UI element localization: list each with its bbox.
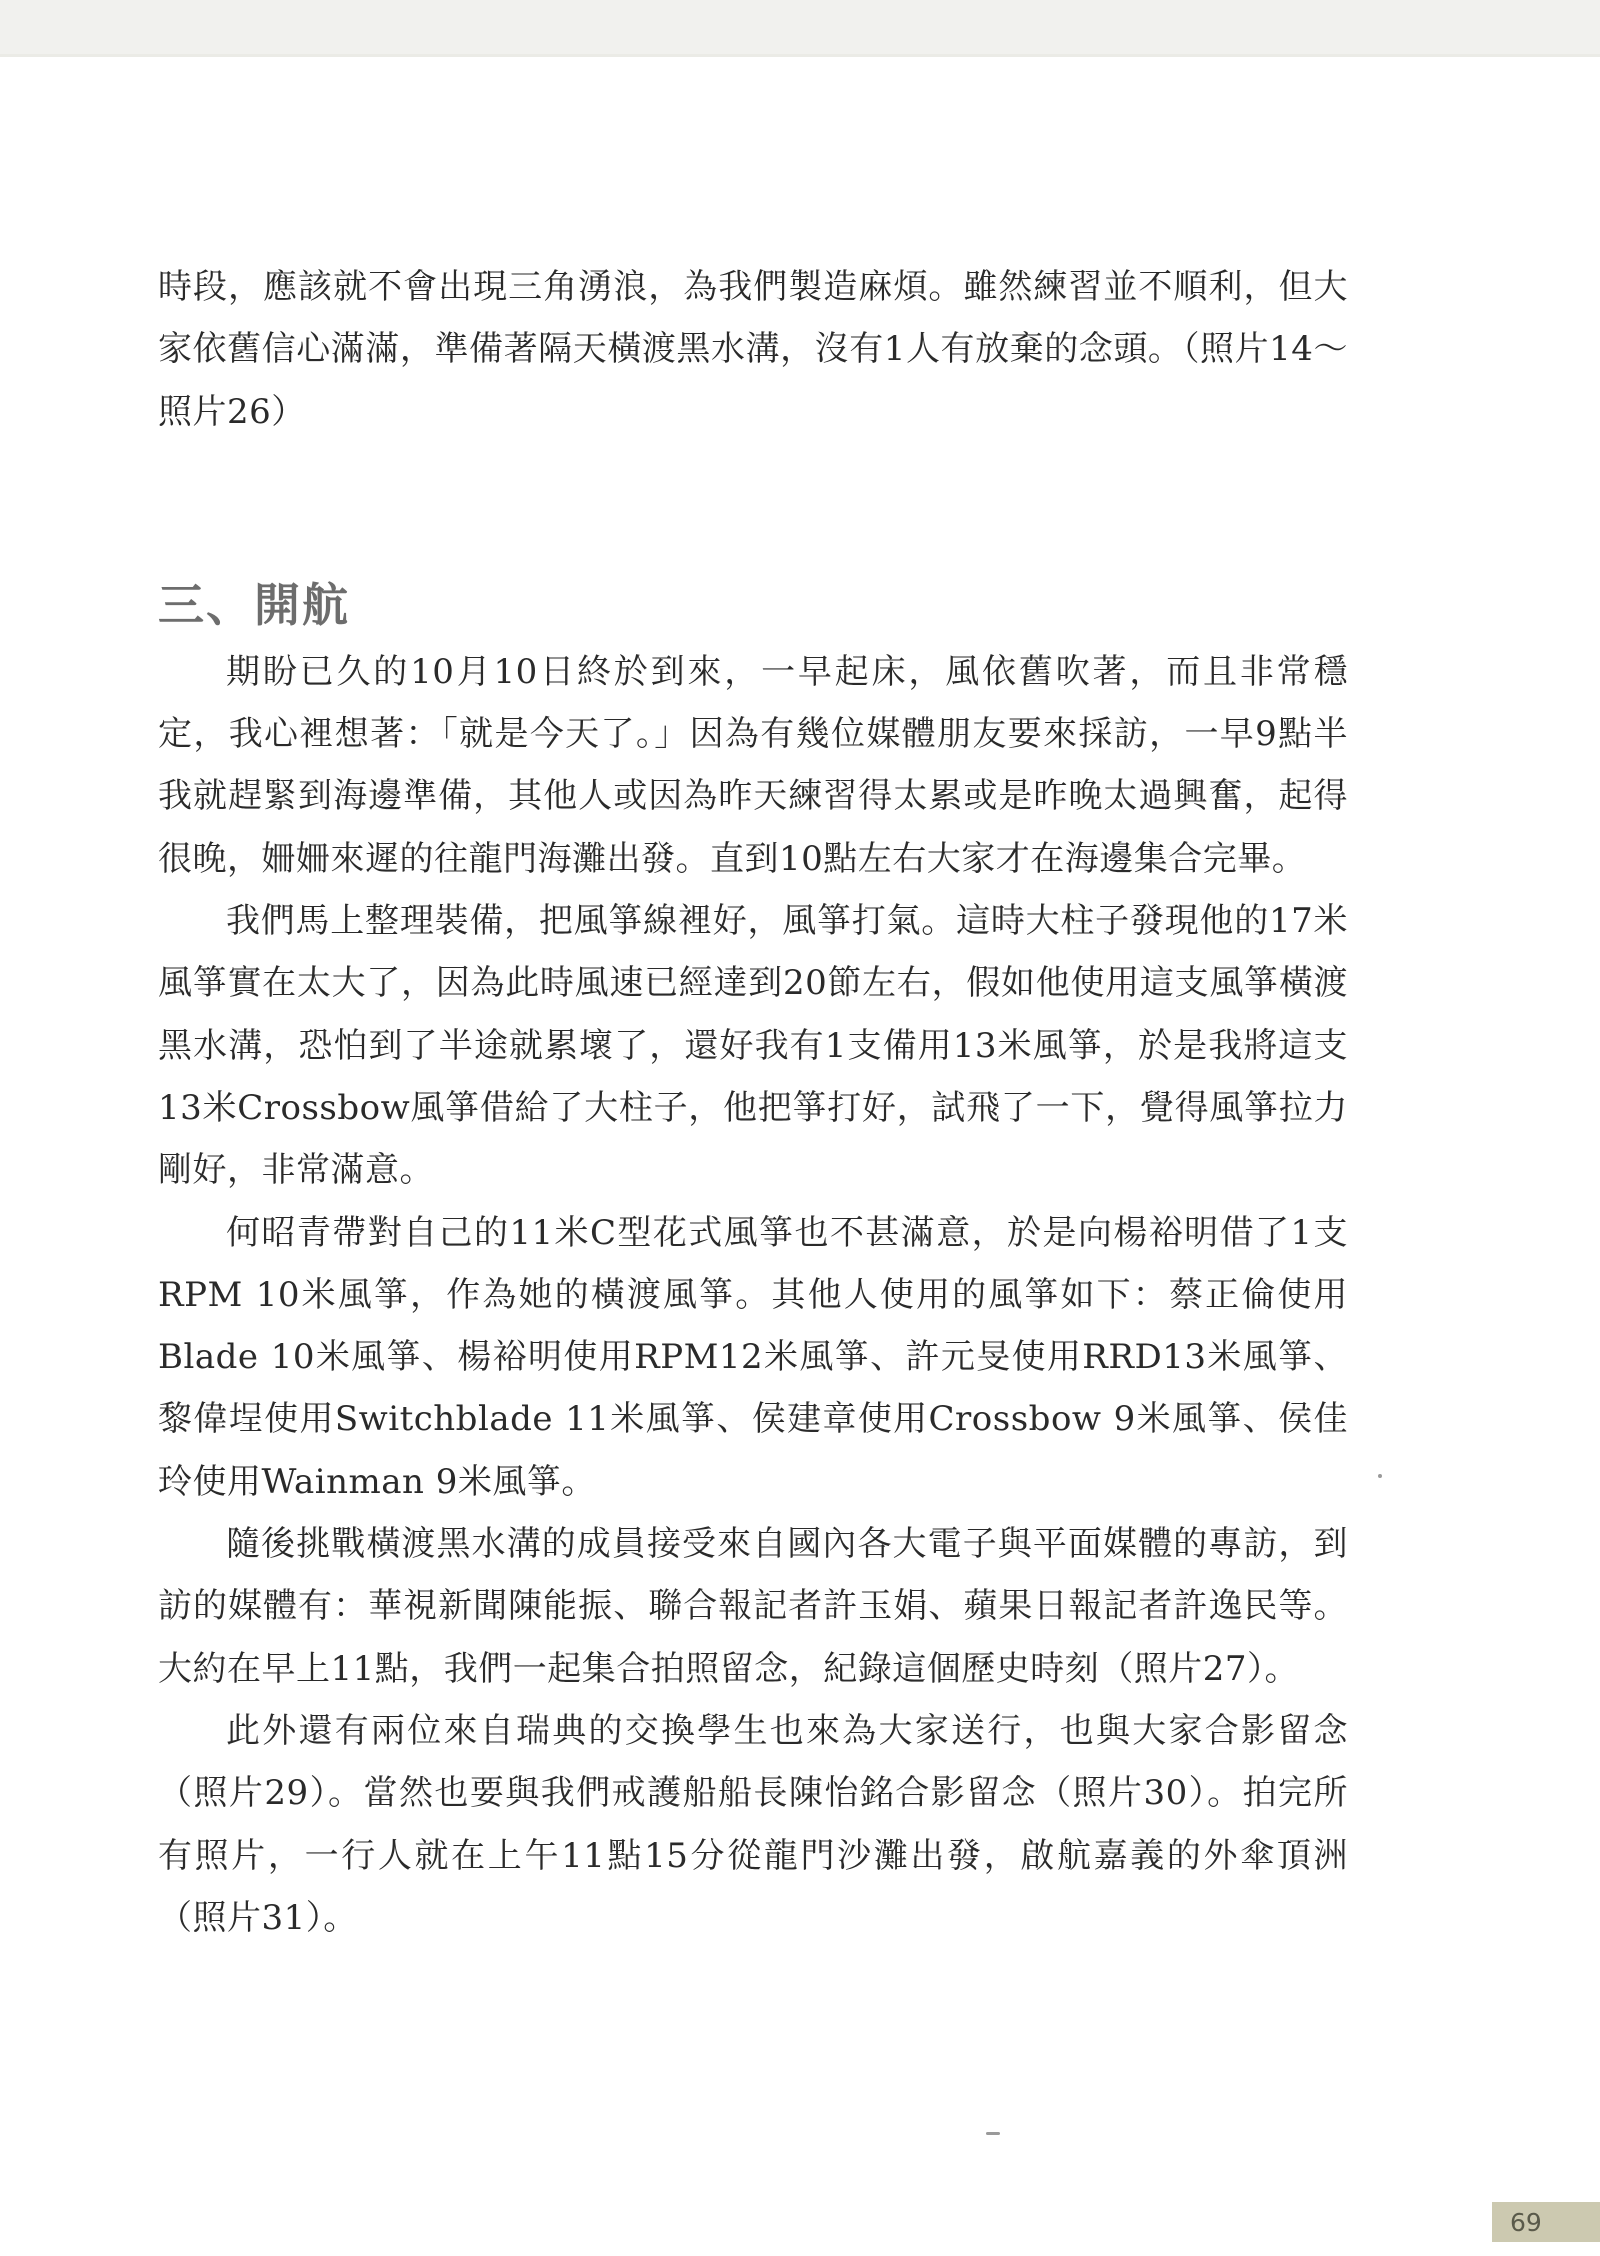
- paragraph-departure-day: 期盼已久的10月10日終於到來，一早起床，風依舊吹著，而且非常穩定，我心裡想著：「就是今天了。」因為有幾位媒體朋友要來採訪，一早9點半我就趕緊到海邊準備，其他人或因為昨天練習得太累或是昨晚太過興奮，起得很晚，姍姍來遲的往龍門海灘出發。直到10點左右大家才在海邊集合完畢。: [158, 651, 1348, 879]
- paragraph-kites: 何昭青帶對自己的11米C型花式風箏也不甚滿意，於是向楊裕明借了1支RPM 10米風箏，作為她的橫渡風箏。其他人使用的風箏如下：蔡正倫使用Blade 10米風箏、楊裕明使用RPM12米風箏、許元旻使用RRD13米風箏、黎偉埕使用Switchblade 11米風箏、侯建章使用Crossbow 9米風箏、侯佳玲使用Wainman 9米風箏。: [158, 1212, 1348, 1502]
- intro-paragraph: 時段，應該就不會出現三角湧浪，為我們製造麻煩。雖然練習並不順利，但大家依舊信心滿滿，準備著隔天橫渡黑水溝，沒有1人有放棄的念頭。（照片14～照片26）: [158, 267, 1348, 432]
- top-margin-edge: [0, 54, 1600, 57]
- top-margin-band: [0, 0, 1600, 54]
- scan-speck: [986, 2132, 1000, 2135]
- page-number: 69: [1492, 2202, 1600, 2242]
- page-body: [158, 256, 1348, 1949]
- scan-speck: [1378, 1474, 1382, 1478]
- paragraph-equipment: 我們馬上整理裝備，把風箏線裡好，風箏打氣。這時大柱子發現他的17米風箏實在太大了，因為此時風速已經達到20節左右，假如他使用這支風箏橫渡黑水溝，恐怕到了半途就累壞了，還好我有1支備用13米風箏，於是我將這支13米Crossbow風箏借給了大柱子，他把箏打好，試飛了一下，覺得風箏拉力剛好，非常滿意。: [158, 901, 1348, 1191]
- section-title: 三、開航: [158, 577, 350, 632]
- paragraph-farewell: 此外還有兩位來自瑞典的交換學生也來為大家送行，也與大家合影留念（照片29）。當然也要與我們戒護船船長陳怡銘合影留念（照片30）。拍完所有照片，一行人就在上午11點15分從龍門沙灘出發，啟航嘉義的外傘頂洲（照片31）。: [158, 1710, 1348, 1938]
- paragraph-media: 隨後挑戰橫渡黑水溝的成員接受來自國內各大電子與平面媒體的專訪，到訪的媒體有：華視新聞陳能振、聯合報記者許玉娟、蘋果日報記者許逸民等。大約在早上11點，我們一起集合拍照留念，紀錄這個歷史時刻（照片27）。: [158, 1524, 1348, 1689]
